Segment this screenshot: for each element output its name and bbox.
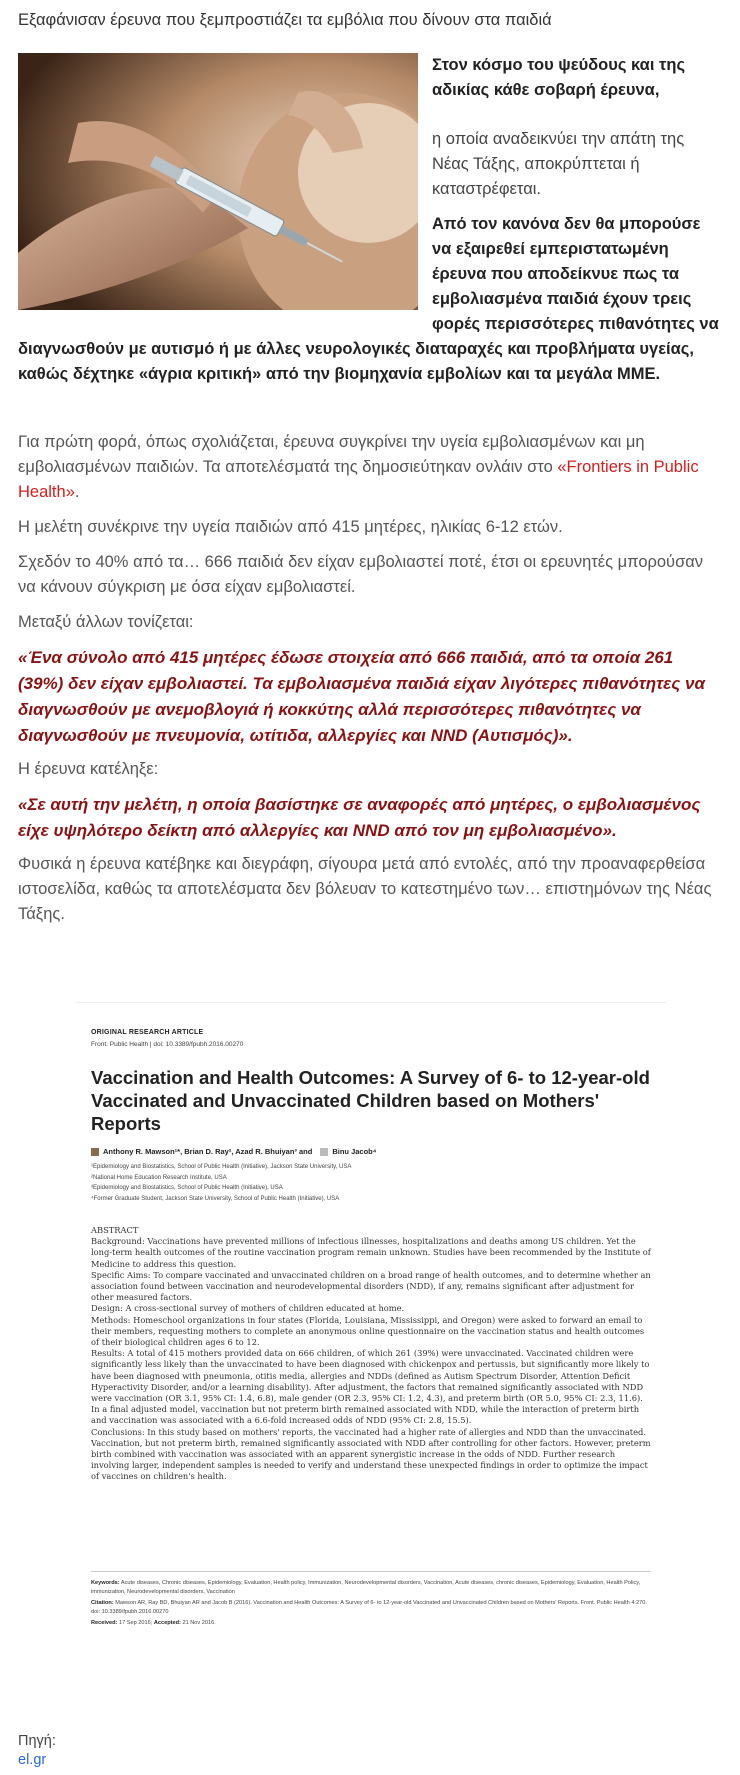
paragraph: Μεταξύ άλλων τονίζεται: xyxy=(18,613,194,631)
affiliation: ²National Home Education Research Institute, USA xyxy=(91,1174,227,1181)
source-label: Πηγή: xyxy=(18,1733,56,1749)
paper-citation xyxy=(91,1599,651,1616)
abstract-results: Results: A total of 415 mothers provided data on 666 children, of which 261 (39%) were unvaccinated. Vaccinated children were significantly less likely than the unvaccinated to have been diagnosed with chickenpox and pertussis, but significantly more likely to have been diagnosed with pneumonia, otitis media, allergies and NDDs (defined as Autism Spectrum Disorder, Attention Deficit Hyperactivity Disorder, and/or a learning disability). After adjustment, the factors that remained significantly associated with NDD were vaccination (OR 3.1, 95% CI: 1.4, 6.8), male gender (OR 2.3, 95% CI: 1.2, 4.3), and preterm birth (OR 5.0, 95% CI: 2.3, 11.6). In a final adjusted model, vaccination but not preterm birth remained associated with NDD, while the interaction of preterm birth and vaccination was associated with a 6.6-fold increased odds of NDD (95% CI: 2.8, 15.5). xyxy=(91,1348,650,1426)
accepted-label: Accepted: xyxy=(153,1620,181,1626)
paragraph: Φυσικά η έρευνα κατέβηκε και διεγράφη, σίγουρα μετά από εντολές, από την προαναφερθείσα ιστοσελίδα, καθώς τα αποτελέσματα δεν βόλευαν το κατεστημένο των… επιστημόνων της Νέας Τάξης. xyxy=(18,855,712,923)
quote: «Ένα σύνολο από 415 μητέρες έδωσε στοιχεία από 666 παιδιά, από τα οποία 261 (39%) δεν είχαν εμβολιαστεί. Τα εμβολιασμένα παιδιά είχαν λιγότερες πιθανότητες να διαγνωσθούν με ανεμοβλογιά ή κοκκύτης αλλά περισσότερες πιθανότητες να διαγνωσθούν με πνευμονία, ωτίτιδα, αλλεργίες και NND (Αυτισμός)». xyxy=(18,648,705,745)
paper-meta xyxy=(91,1579,651,1631)
article-body xyxy=(18,430,723,937)
abstract-heading: ABSTRACT xyxy=(91,1225,139,1235)
author-list: Anthony R. Mawson¹*, Brian D. Ray², Azad R. Bhuiyan³ and xyxy=(103,1147,313,1156)
paper-dates xyxy=(91,1619,651,1628)
author-last: Binu Jacob⁴ xyxy=(332,1147,377,1156)
paragraph xyxy=(18,430,723,505)
citation-text: Mawson AR, Ray BD, Bhuiyan AR and Jacob B (2016). Vaccination and Health Outcomes: A Survey of 6- to 12-year-old Vaccinated and Unvaccinated Children based on Mothers' Reports. Front. Public Health 4:270. doi: 10.3389/fpubh.2016.00270 xyxy=(91,1600,647,1615)
keywords-label: Keywords: xyxy=(91,1580,120,1586)
frontiers-link[interactable]: «Frontiers in Public Health» xyxy=(18,458,699,501)
abstract-design: Design: A cross-sectional survey of mothers of children educated at home. xyxy=(91,1303,405,1314)
paragraph: Σχεδόν το 40% από τα… 666 παιδιά δεν είχαν εμβολιαστεί ποτέ, έτσι οι ερευνητές μπορούσαν να κάνουν σύγκριση με όσα είχαν εμβολιαστεί. xyxy=(18,553,704,596)
abstract-conclusions: Conclusions: In this study based on mothers' reports, the vaccinated had a higher rate of allergies and NDD than the unvaccinated. Vaccination, but not preterm birth, remained significantly associated with NDD after controlling for other factors. However, preterm birth combined with vaccination was associated with an apparent synergistic increase in the odds of NDD. Further research involving larger, independent samples is needed to verify and understand these unexpected findings in order to optimize the impact of vaccines on children's health. xyxy=(91,1426,651,1482)
source-link[interactable]: el.gr xyxy=(18,1752,47,1768)
paper-divider xyxy=(91,1571,651,1572)
citation-label: Citation: xyxy=(91,1600,114,1606)
author-avatar-icon xyxy=(320,1148,328,1156)
received-label: Received: xyxy=(91,1620,118,1626)
paragraph: Η έρευνα κατέληξε: xyxy=(18,760,159,778)
affiliation: ¹Epidemiology and Biostatistics, School of Public Health (Initiative), Jackson State University, USA xyxy=(91,1164,352,1170)
paper-authors xyxy=(91,1147,376,1156)
intro-heading: Στον κόσμο του ψεύδους και της αδικίας κάθε σοβαρή έρευνα, xyxy=(432,56,686,99)
accepted-date: 21 Nov 2016. xyxy=(182,1620,216,1626)
paper-affiliations xyxy=(91,1162,351,1204)
paper-keywords xyxy=(91,1579,651,1596)
paragraph: Η μελέτη συνέκρινε την υγεία παιδιών από 415 μητέρες, ηλικίας 6-12 ετών. xyxy=(18,518,563,536)
quote: «Σε αυτή την μελέτη, η οποία βασίστηκε σε αναφορές από μητέρες, ο εμβολιασμένος είχε υψηλότερο δείκτη από αλλεργίες και NND από τον μη εμβολιασμένο». xyxy=(18,795,701,840)
intro-text: η οποία αναδεικνύει την απάτη της Νέας Τάξης, αποκρύπτεται ή καταστρέφεται. xyxy=(432,130,685,198)
received-date: 17 Sep 2016; xyxy=(119,1620,153,1626)
abstract-methods: Methods: Homeschool organizations in four states (Florida, Louisiana, Mississippi, and Oregon) were asked to forward an email to their members, requesting mothers to complete an anonymous online questionnaire on the vaccination status and health outcomes of their biological children ages 6 to 12. xyxy=(91,1314,645,1348)
abstract-background: Background: Vaccinations have prevented millions of infectious illnesses, hospitalizations and deaths among US children. Yet the long-term health outcomes of the routine vaccination program remain unknown. Studies have been recommended by the Institute of Medicine to address this question. xyxy=(91,1236,651,1269)
paragraph-text: Για πρώτη φορά, όπως σχολιάζεται, έρευνα συγκρίνει την υγεία εμβολιασμένων και μη εμβολιασμένων παιδιών. Τα αποτελέσματά της δημοσιεύτηκαν ονλάιν στο xyxy=(18,433,645,476)
paper-screenshot xyxy=(76,1002,666,1641)
paper-tag: ORIGINAL RESEARCH ARTICLE xyxy=(91,1029,204,1036)
author-photo-icon xyxy=(91,1148,99,1156)
paper-title: Vaccination and Health Outcomes: A Survey of 6- to 12-year-old Vaccinated and Unvaccinated Children based on Mothers' Reports xyxy=(91,1067,650,1134)
affiliation: ³Epidemiology and Biostatistics, School of Public Health (Initiative), USA xyxy=(91,1185,283,1191)
abstract-aims: Specific Aims: To compare vaccinated and unvaccinated children on a broad range of health outcomes, and to determine whether an association found between vaccination and neurodevelopmental disorders (NDD), if any, remains significant after adjustment for other measured factors. xyxy=(91,1269,651,1303)
paper-abstract xyxy=(91,1225,651,1483)
affiliation: ⁴Former Graduate Student, Jackson State University, School of Public Health (Initiative), USA xyxy=(91,1195,340,1202)
article-subtitle: Εξαφάνισαν έρευνα που ξεμπροστιάζει τα εμβόλια που δίνουν στα παιδιά xyxy=(18,11,552,29)
article-intro xyxy=(18,53,723,387)
source xyxy=(18,1732,56,1770)
keywords-text: Acute diseases, Chronic diseases, Epidemiology, Evaluation, Health policy, Immunization, Neurodevelopmental disorders, Vaccination, Acute diseases, chronic diseases, Epidemiology, Evaluation, Health Policy, immunization, Neurodevelopmental disorders, Vaccination xyxy=(91,1580,641,1595)
paper-journal: Front. Public Health | doi: 10.3389/fpubh.2016.00270 xyxy=(91,1041,244,1048)
intro-summary: Από τον κανόνα δεν θα μπορούσε να εξαιρεθεί εμπεριστατωμένη έρευνα που αποδείκνυε πως τα εμβολιασμένα παιδιά έχουν τρεις φορές περισσότερες πιθανότητες να διαγνωσθούν με αυτισμό ή με άλλες νευρολογικές διαταραχές και προβλήματα υγείας, καθώς δέχτηκε «άγρια κριτική» από την βιομηχανία εμβολίων και τα μεγάλα ΜΜΕ. xyxy=(18,215,719,383)
paragraph-end: . xyxy=(74,483,80,501)
